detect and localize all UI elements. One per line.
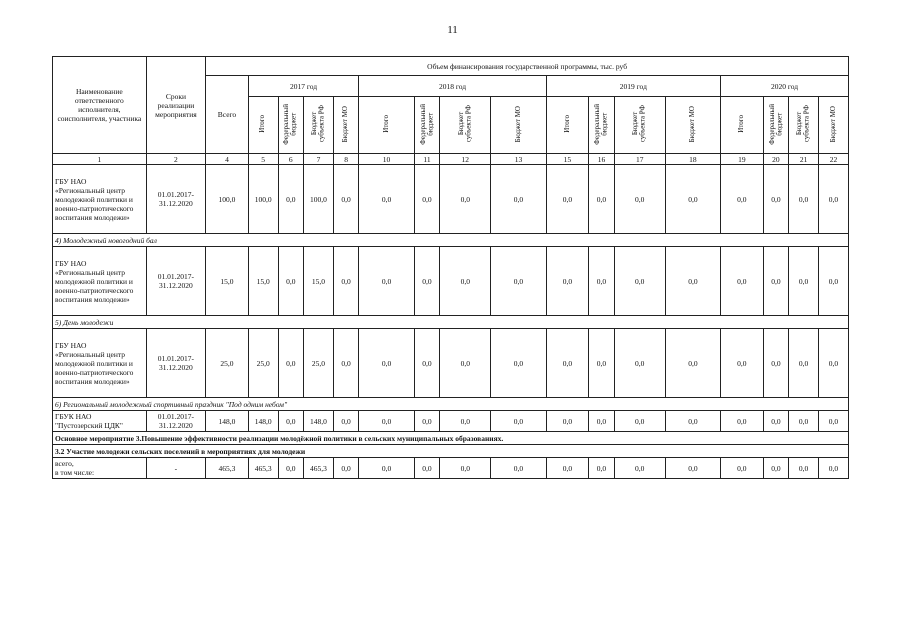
value-cell: 0,0 xyxy=(763,165,789,234)
col-header-sub: Бюджет субъекта РФ xyxy=(440,97,491,154)
value-cell: 100,0 xyxy=(206,165,249,234)
executor-name: ГБУ НАО «Региональный центр молодежной политики и военно-патриотического воспитания молодежи» xyxy=(53,165,147,234)
value-cell: 0,0 xyxy=(665,458,720,479)
value-cell: 0,0 xyxy=(359,458,414,479)
value-cell: 0,0 xyxy=(414,247,440,316)
column-number: 12 xyxy=(440,154,491,165)
value-cell: 0,0 xyxy=(789,165,819,234)
value-cell: 148,0 xyxy=(304,411,334,432)
column-number: 4 xyxy=(206,154,249,165)
financing-table xyxy=(52,56,849,479)
col-header-sub: Бюджет субъекта РФ xyxy=(789,97,819,154)
value-cell: 0,0 xyxy=(789,458,819,479)
value-cell: 148,0 xyxy=(248,411,278,432)
value-cell: 0,0 xyxy=(818,165,848,234)
col-header-sub: Итого xyxy=(359,97,414,154)
term-cell: 01.01.2017- 31.12.2020 xyxy=(146,411,206,432)
value-cell: 0,0 xyxy=(278,411,304,432)
value-cell: 0,0 xyxy=(763,329,789,398)
value-cell: 0,0 xyxy=(614,165,665,234)
main-activity-row xyxy=(53,432,849,445)
section-row xyxy=(53,316,849,329)
col-header-year: 2018 год xyxy=(359,76,546,97)
col-header-sub: Итого xyxy=(721,97,764,154)
value-cell: 0,0 xyxy=(721,247,764,316)
section-title: 4) Молодежный новогодний бал xyxy=(53,234,849,247)
column-number: 7 xyxy=(304,154,334,165)
value-cell: 0,0 xyxy=(491,165,546,234)
column-number: 2 xyxy=(146,154,206,165)
value-cell: 0,0 xyxy=(333,411,359,432)
col-header-sub: Бюджет МО xyxy=(333,97,359,154)
value-cell: 0,0 xyxy=(546,411,589,432)
col-header-sub: Федеральный бюджет xyxy=(763,97,789,154)
col-header-year: 2020 год xyxy=(721,76,849,97)
col-header-sub: Федеральный бюджет xyxy=(589,97,615,154)
value-cell: 0,0 xyxy=(414,458,440,479)
term-cell: 01.01.2017- 31.12.2020 xyxy=(146,247,206,316)
col-header-sub: Итого xyxy=(248,97,278,154)
column-number: 20 xyxy=(763,154,789,165)
col-header-sub: Федеральный бюджет xyxy=(414,97,440,154)
col-header-sub: Бюджет МО xyxy=(818,97,848,154)
value-cell: 0,0 xyxy=(440,411,491,432)
value-cell: 0,0 xyxy=(818,458,848,479)
value-cell: 0,0 xyxy=(546,247,589,316)
table-row xyxy=(53,458,849,479)
section-row xyxy=(53,234,849,247)
value-cell: 0,0 xyxy=(359,165,414,234)
header-row xyxy=(53,57,849,76)
col-header-year: 2017 год xyxy=(248,76,359,97)
section-title: 6) Региональный молодежный спортивный праздник "Под одним небом" xyxy=(53,398,849,411)
section-row xyxy=(53,398,849,411)
value-cell: 0,0 xyxy=(440,329,491,398)
value-cell: 0,0 xyxy=(789,329,819,398)
value-cell: 0,0 xyxy=(333,458,359,479)
value-cell: 0,0 xyxy=(440,247,491,316)
value-cell: 0,0 xyxy=(414,411,440,432)
column-number: 10 xyxy=(359,154,414,165)
value-cell: 0,0 xyxy=(589,329,615,398)
value-cell: 100,0 xyxy=(304,165,334,234)
value-cell: 0,0 xyxy=(414,165,440,234)
value-cell: 0,0 xyxy=(614,247,665,316)
col-header-sub: Бюджет субъекта РФ xyxy=(304,97,334,154)
value-cell: 0,0 xyxy=(589,165,615,234)
value-cell: 0,0 xyxy=(359,247,414,316)
main-activity-title: Основное мероприятие 3.Повышение эффективности реализации молодёжной политики в сельских муниципальных образованиях. xyxy=(53,432,849,445)
executor-name: всего, в том числе: xyxy=(53,458,147,479)
value-cell: 0,0 xyxy=(818,247,848,316)
value-cell: 0,0 xyxy=(721,411,764,432)
value-cell: 0,0 xyxy=(440,458,491,479)
value-cell: 0,0 xyxy=(589,458,615,479)
value-cell: 465,3 xyxy=(304,458,334,479)
column-number: 6 xyxy=(278,154,304,165)
column-number: 1 xyxy=(53,154,147,165)
term-cell: 01.01.2017- 31.12.2020 xyxy=(146,165,206,234)
value-cell: 465,3 xyxy=(248,458,278,479)
col-header-sub: Итого xyxy=(546,97,589,154)
executor-name: ГБУ НАО «Региональный центр молодежной политики и военно-патриотического воспитания молодежи» xyxy=(53,329,147,398)
value-cell: 0,0 xyxy=(763,247,789,316)
value-cell: 465,3 xyxy=(206,458,249,479)
col-header-year: 2019 год xyxy=(546,76,720,97)
section-title: 5) День молодежи xyxy=(53,316,849,329)
value-cell: 0,0 xyxy=(359,329,414,398)
value-cell: 0,0 xyxy=(491,247,546,316)
column-number-row xyxy=(53,154,849,165)
col-header-sub: Федеральный бюджет xyxy=(278,97,304,154)
executor-name: ГБУ НАО «Региональный центр молодежной политики и военно-патриотического воспитания молодежи» xyxy=(53,247,147,316)
value-cell: 0,0 xyxy=(614,411,665,432)
value-cell: 0,0 xyxy=(491,458,546,479)
table-row xyxy=(53,411,849,432)
value-cell: 0,0 xyxy=(546,329,589,398)
column-number: 13 xyxy=(491,154,546,165)
term-cell: - xyxy=(146,458,206,479)
value-cell: 0,0 xyxy=(359,411,414,432)
value-cell: 0,0 xyxy=(763,458,789,479)
col-header-sub: Бюджет МО xyxy=(491,97,546,154)
value-cell: 0,0 xyxy=(818,411,848,432)
value-cell: 15,0 xyxy=(304,247,334,316)
value-cell: 15,0 xyxy=(248,247,278,316)
value-cell: 0,0 xyxy=(721,165,764,234)
value-cell: 0,0 xyxy=(491,411,546,432)
value-cell: 0,0 xyxy=(333,165,359,234)
value-cell: 0,0 xyxy=(789,247,819,316)
value-cell: 148,0 xyxy=(206,411,249,432)
column-number: 22 xyxy=(818,154,848,165)
value-cell: 0,0 xyxy=(589,411,615,432)
executor-name: ГБУК НАО "Пустозерский ЦДК" xyxy=(53,411,147,432)
column-number: 21 xyxy=(789,154,819,165)
value-cell: 0,0 xyxy=(665,165,720,234)
page-number: 11 xyxy=(447,24,458,36)
value-cell: 0,0 xyxy=(665,329,720,398)
value-cell: 0,0 xyxy=(278,247,304,316)
column-number: 18 xyxy=(665,154,720,165)
value-cell: 0,0 xyxy=(546,458,589,479)
value-cell: 0,0 xyxy=(614,458,665,479)
value-cell: 0,0 xyxy=(440,165,491,234)
col-header-financing: Объем финансирования государственной программы, тыс. руб xyxy=(206,57,849,76)
main-activity-title: 3.2 Участие молодежи сельских поселений в мероприятиях для молодежи xyxy=(53,445,849,458)
column-number: 11 xyxy=(414,154,440,165)
col-header-sub: Бюджет МО xyxy=(665,97,720,154)
col-header-terms: Сроки реализации мероприятия xyxy=(146,57,206,154)
value-cell: 0,0 xyxy=(614,329,665,398)
value-cell: 0,0 xyxy=(721,458,764,479)
column-number: 16 xyxy=(589,154,615,165)
value-cell: 0,0 xyxy=(333,247,359,316)
value-cell: 0,0 xyxy=(665,411,720,432)
table-row xyxy=(53,165,849,234)
value-cell: 0,0 xyxy=(278,458,304,479)
value-cell: 0,0 xyxy=(721,329,764,398)
column-number: 19 xyxy=(721,154,764,165)
value-cell: 15,0 xyxy=(206,247,249,316)
value-cell: 100,0 xyxy=(248,165,278,234)
table-row xyxy=(53,329,849,398)
column-number: 5 xyxy=(248,154,278,165)
col-header-total: Всего xyxy=(206,76,249,154)
value-cell: 0,0 xyxy=(333,329,359,398)
value-cell: 0,0 xyxy=(589,247,615,316)
value-cell: 0,0 xyxy=(278,165,304,234)
value-cell: 0,0 xyxy=(546,165,589,234)
table-row xyxy=(53,247,849,316)
column-number: 8 xyxy=(333,154,359,165)
value-cell: 0,0 xyxy=(818,329,848,398)
value-cell: 25,0 xyxy=(304,329,334,398)
column-number: 15 xyxy=(546,154,589,165)
value-cell: 25,0 xyxy=(206,329,249,398)
main-activity-row xyxy=(53,445,849,458)
col-header-name: Наименование ответственного исполнителя, соисполнителя, участника xyxy=(53,57,147,154)
value-cell: 0,0 xyxy=(763,411,789,432)
value-cell: 25,0 xyxy=(248,329,278,398)
value-cell: 0,0 xyxy=(491,329,546,398)
col-header-sub: Бюджет субъекта РФ xyxy=(614,97,665,154)
value-cell: 0,0 xyxy=(278,329,304,398)
term-cell: 01.01.2017- 31.12.2020 xyxy=(146,329,206,398)
value-cell: 0,0 xyxy=(665,247,720,316)
value-cell: 0,0 xyxy=(414,329,440,398)
column-number: 17 xyxy=(614,154,665,165)
value-cell: 0,0 xyxy=(789,411,819,432)
